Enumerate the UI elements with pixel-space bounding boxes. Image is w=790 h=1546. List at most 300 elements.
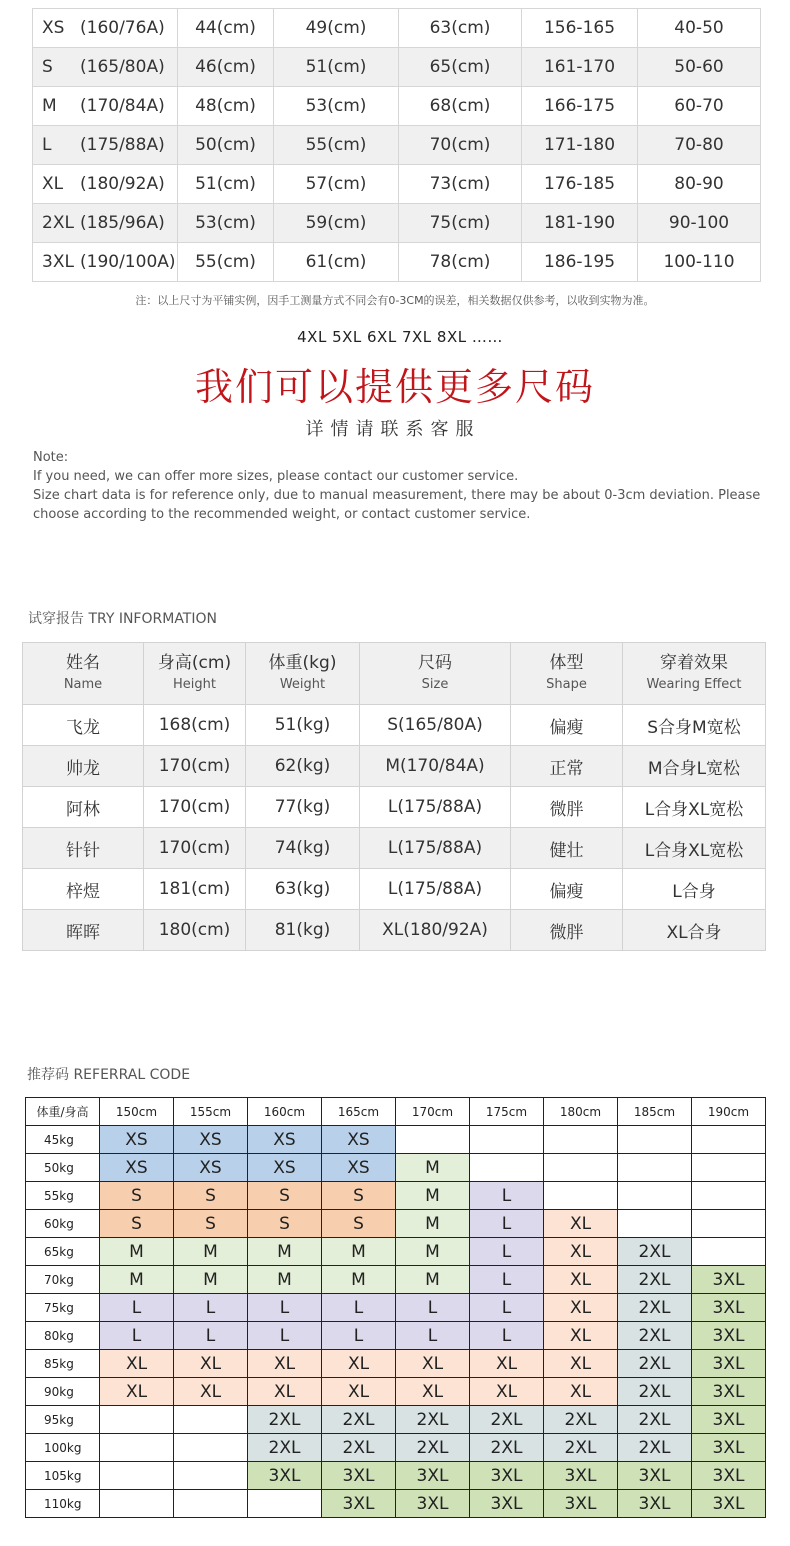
referral-size-cell — [100, 1406, 174, 1434]
referral-size-cell: S — [100, 1210, 174, 1238]
referral-weight-label: 50kg — [26, 1154, 100, 1182]
referral-corner-label: 体重/身高 — [26, 1098, 100, 1126]
try-header-cell — [144, 643, 246, 705]
size-name-cell — [33, 204, 178, 243]
try-cell: 63(kg) — [246, 869, 360, 910]
size-cell-height: 161-170 — [522, 48, 638, 87]
referral-size-cell — [174, 1490, 248, 1518]
referral-size-cell — [692, 1126, 766, 1154]
referral-size-cell: XL — [248, 1350, 322, 1378]
try-row — [23, 869, 766, 910]
try-cell: 62(kg) — [246, 746, 360, 787]
referral-size-cell: M — [396, 1238, 470, 1266]
referral-size-cell — [100, 1434, 174, 1462]
size-cell-c1: 53(cm) — [178, 204, 274, 243]
size-cell-weight: 70-80 — [638, 126, 761, 165]
size-cell-height: 186-195 — [522, 243, 638, 282]
size-cell-c1: 51(cm) — [178, 165, 274, 204]
referral-size-cell: S — [322, 1182, 396, 1210]
referral-size-cell: 2XL — [470, 1406, 544, 1434]
referral-size-cell: 2XL — [470, 1434, 544, 1462]
referral-size-cell: L — [248, 1322, 322, 1350]
referral-height-header: 160cm — [248, 1098, 322, 1126]
referral-height-header: 190cm — [692, 1098, 766, 1126]
referral-size-cell — [544, 1154, 618, 1182]
referral-size-cell — [692, 1238, 766, 1266]
referral-row — [26, 1434, 766, 1462]
referral-height-header: 165cm — [322, 1098, 396, 1126]
more-sizes-list: 4XL 5XL 6XL 7XL 8XL …… — [297, 328, 503, 346]
size-code: 2XL — [42, 213, 74, 233]
size-cell-weight: 50-60 — [638, 48, 761, 87]
size-cell-c2: 55(cm) — [274, 126, 399, 165]
referral-size-cell: XL — [470, 1350, 544, 1378]
try-row — [23, 746, 766, 787]
referral-code-title: 推荐码 REFERRAL CODE — [27, 1067, 191, 1083]
referral-size-cell: M — [174, 1266, 248, 1294]
referral-size-cell: S — [248, 1182, 322, 1210]
try-cell: L(175/88A) — [360, 828, 511, 869]
try-header-en: Height — [173, 676, 216, 692]
referral-size-cell: L — [322, 1294, 396, 1322]
referral-size-cell: XS — [100, 1126, 174, 1154]
english-note-line: If you need, we can offer more sizes, please contact our customer service. — [33, 469, 519, 484]
size-cell-c3: 73(cm) — [399, 165, 522, 204]
size-cell-c1: 48(cm) — [178, 87, 274, 126]
referral-size-cell: XS — [322, 1154, 396, 1182]
try-row — [23, 705, 766, 746]
referral-row — [26, 1126, 766, 1154]
referral-size-cell: 2XL — [618, 1378, 692, 1406]
try-cell: 针针 — [23, 828, 144, 869]
try-information-title: 试穿报告 TRY INFORMATION — [28, 611, 217, 627]
referral-size-cell: 2XL — [322, 1406, 396, 1434]
size-row — [33, 165, 761, 204]
referral-row — [26, 1182, 766, 1210]
try-cell: L合身XL宽松 — [623, 787, 766, 828]
referral-size-cell: L — [470, 1210, 544, 1238]
referral-size-cell: L — [248, 1294, 322, 1322]
try-information-table — [22, 642, 766, 951]
try-cell: S(165/80A) — [360, 705, 511, 746]
size-cell-c3: 65(cm) — [399, 48, 522, 87]
try-cell: 77(kg) — [246, 787, 360, 828]
referral-size-cell: 2XL — [618, 1434, 692, 1462]
referral-size-cell: S — [174, 1210, 248, 1238]
try-cell: 晖晖 — [23, 910, 144, 951]
more-sizes-headline: 我们可以提供更多尺码 — [194, 365, 595, 409]
referral-size-cell: 2XL — [618, 1266, 692, 1294]
try-cell: L(175/88A) — [360, 869, 511, 910]
english-note — [33, 448, 763, 524]
referral-size-cell: 2XL — [544, 1406, 618, 1434]
size-cell-c3: 63(cm) — [399, 9, 522, 48]
referral-size-cell: 2XL — [618, 1238, 692, 1266]
referral-height-header: 185cm — [618, 1098, 692, 1126]
referral-size-cell: M — [322, 1238, 396, 1266]
referral-size-cell: 3XL — [544, 1462, 618, 1490]
referral-row — [26, 1322, 766, 1350]
referral-size-cell: XL — [100, 1350, 174, 1378]
referral-height-header: 180cm — [544, 1098, 618, 1126]
try-cell: 180(cm) — [144, 910, 246, 951]
size-row — [33, 9, 761, 48]
referral-size-cell — [692, 1182, 766, 1210]
size-spec: (185/96A) — [80, 213, 165, 233]
referral-size-cell: 3XL — [692, 1462, 766, 1490]
referral-size-cell: 3XL — [322, 1462, 396, 1490]
try-cell: 微胖 — [511, 787, 623, 828]
referral-weight-label: 85kg — [26, 1350, 100, 1378]
referral-size-cell: 2XL — [396, 1434, 470, 1462]
size-cell-c3: 78(cm) — [399, 243, 522, 282]
try-header-en: Wearing Effect — [646, 676, 742, 692]
referral-weight-label: 65kg — [26, 1238, 100, 1266]
referral-size-cell — [692, 1154, 766, 1182]
size-code: XS — [42, 18, 65, 38]
referral-size-cell — [100, 1462, 174, 1490]
referral-size-cell: M — [100, 1266, 174, 1294]
referral-row — [26, 1350, 766, 1378]
referral-size-cell — [544, 1126, 618, 1154]
try-cell: 168(cm) — [144, 705, 246, 746]
size-row — [33, 48, 761, 87]
referral-size-cell: XL — [544, 1350, 618, 1378]
try-cell: XL(180/92A) — [360, 910, 511, 951]
try-cell: L合身XL宽松 — [623, 828, 766, 869]
try-cell: 181(cm) — [144, 869, 246, 910]
referral-size-cell: XL — [544, 1294, 618, 1322]
referral-size-cell: 3XL — [692, 1266, 766, 1294]
size-chart-table — [32, 8, 761, 282]
size-cell-c3: 75(cm) — [399, 204, 522, 243]
referral-size-cell: 3XL — [248, 1462, 322, 1490]
try-cell: 51(kg) — [246, 705, 360, 746]
contact-service-text: 详情请联系客服 — [305, 419, 481, 440]
referral-weight-label: 70kg — [26, 1266, 100, 1294]
referral-size-cell: XS — [174, 1154, 248, 1182]
referral-size-cell: M — [396, 1210, 470, 1238]
referral-row — [26, 1266, 766, 1294]
referral-size-cell — [618, 1182, 692, 1210]
referral-size-cell: S — [100, 1182, 174, 1210]
try-cell: XL合身 — [623, 910, 766, 951]
try-cell: 74(kg) — [246, 828, 360, 869]
size-name-cell — [33, 48, 178, 87]
size-name-cell — [33, 9, 178, 48]
referral-size-cell: 3XL — [544, 1490, 618, 1518]
try-header-en: Size — [421, 676, 449, 692]
try-cell: S合身M宽松 — [623, 705, 766, 746]
referral-size-cell: 2XL — [618, 1406, 692, 1434]
referral-size-cell: 2XL — [618, 1322, 692, 1350]
try-header-cn: 体重(kg) — [268, 652, 337, 673]
size-cell-weight: 90-100 — [638, 204, 761, 243]
referral-size-cell — [174, 1434, 248, 1462]
referral-size-cell: L — [470, 1182, 544, 1210]
referral-size-cell: 3XL — [396, 1490, 470, 1518]
size-code: M — [42, 96, 57, 116]
referral-size-cell: 3XL — [396, 1462, 470, 1490]
referral-size-cell: XS — [248, 1126, 322, 1154]
size-name-cell — [33, 165, 178, 204]
try-header-cell — [511, 643, 623, 705]
size-code: XL — [42, 174, 64, 194]
try-row — [23, 787, 766, 828]
try-header-en: Weight — [279, 676, 326, 692]
referral-size-cell: XL — [322, 1350, 396, 1378]
size-row — [33, 204, 761, 243]
try-header-cell — [246, 643, 360, 705]
referral-row — [26, 1154, 766, 1182]
try-header-cn: 穿着效果 — [660, 652, 728, 673]
try-row — [23, 828, 766, 869]
try-header-en: Shape — [546, 676, 587, 692]
size-cell-c1: 44(cm) — [178, 9, 274, 48]
referral-height-header: 170cm — [396, 1098, 470, 1126]
try-cell: 170(cm) — [144, 746, 246, 787]
referral-size-cell: M — [322, 1266, 396, 1294]
try-header-cell — [23, 643, 144, 705]
referral-size-cell: L — [396, 1322, 470, 1350]
size-spec: (165/80A) — [80, 57, 165, 77]
referral-size-cell: M — [174, 1238, 248, 1266]
try-cell: 偏瘦 — [511, 705, 623, 746]
referral-height-header: 155cm — [174, 1098, 248, 1126]
try-header-cn: 尺码 — [418, 652, 452, 673]
size-cell-weight: 100-110 — [638, 243, 761, 282]
referral-size-cell: 2XL — [248, 1434, 322, 1462]
referral-size-cell: 3XL — [618, 1490, 692, 1518]
referral-size-cell: L — [100, 1294, 174, 1322]
try-cell: 170(cm) — [144, 828, 246, 869]
size-row — [33, 87, 761, 126]
referral-size-cell: 2XL — [322, 1434, 396, 1462]
referral-height-header: 175cm — [470, 1098, 544, 1126]
size-cell-height: 181-190 — [522, 204, 638, 243]
referral-size-cell: XL — [396, 1378, 470, 1406]
referral-size-cell — [618, 1126, 692, 1154]
referral-size-cell: S — [248, 1210, 322, 1238]
referral-size-cell: XL — [100, 1378, 174, 1406]
size-name-cell — [33, 126, 178, 165]
referral-size-cell: XL — [544, 1378, 618, 1406]
size-spec: (180/92A) — [80, 174, 165, 194]
referral-size-cell — [396, 1126, 470, 1154]
referral-size-cell — [174, 1406, 248, 1434]
referral-size-cell: XS — [248, 1154, 322, 1182]
referral-size-cell: L — [174, 1294, 248, 1322]
size-cell-c1: 46(cm) — [178, 48, 274, 87]
try-cell: L合身 — [623, 869, 766, 910]
referral-weight-label: 105kg — [26, 1462, 100, 1490]
try-cell: 阿林 — [23, 787, 144, 828]
referral-weight-label: 45kg — [26, 1126, 100, 1154]
size-cell-weight: 60-70 — [638, 87, 761, 126]
try-cell: 飞龙 — [23, 705, 144, 746]
size-cell-c2: 61(cm) — [274, 243, 399, 282]
size-name-cell — [33, 87, 178, 126]
try-cell: 偏瘦 — [511, 869, 623, 910]
size-cell-c2: 57(cm) — [274, 165, 399, 204]
try-cell: M合身L宽松 — [623, 746, 766, 787]
size-cell-weight: 80-90 — [638, 165, 761, 204]
referral-size-cell: XL — [544, 1238, 618, 1266]
referral-size-cell: S — [174, 1182, 248, 1210]
referral-size-cell: 2XL — [618, 1350, 692, 1378]
referral-size-cell: XL — [396, 1350, 470, 1378]
referral-size-cell — [618, 1154, 692, 1182]
size-cell-c2: 53(cm) — [274, 87, 399, 126]
try-cell: 81(kg) — [246, 910, 360, 951]
try-header-en: Name — [63, 676, 103, 692]
referral-size-cell: XL — [470, 1378, 544, 1406]
referral-size-cell: 3XL — [692, 1322, 766, 1350]
referral-size-cell: 3XL — [692, 1350, 766, 1378]
referral-size-cell — [544, 1182, 618, 1210]
size-cell-c1: 55(cm) — [178, 243, 274, 282]
try-header-cn: 姓名 — [66, 652, 100, 673]
referral-size-cell: 3XL — [322, 1490, 396, 1518]
referral-weight-label: 110kg — [26, 1490, 100, 1518]
referral-size-cell: 3XL — [692, 1294, 766, 1322]
size-spec: (190/100A) — [80, 252, 176, 272]
referral-size-cell: L — [396, 1294, 470, 1322]
referral-size-cell: XL — [174, 1378, 248, 1406]
referral-row — [26, 1238, 766, 1266]
size-cell-c2: 51(cm) — [274, 48, 399, 87]
referral-size-cell: XL — [322, 1378, 396, 1406]
try-header-cell — [623, 643, 766, 705]
size-spec: (160/76A) — [80, 18, 165, 38]
english-note-line: Size chart data is for reference only, due to manual measurement, there may be about 0-3cm deviation. Please choose according to the recommended weight, or contact customer service. — [33, 488, 761, 522]
referral-size-cell: L — [174, 1322, 248, 1350]
size-cell-height: 166-175 — [522, 87, 638, 126]
referral-size-cell: 3XL — [470, 1490, 544, 1518]
size-cell-c3: 68(cm) — [399, 87, 522, 126]
size-cell-height: 171-180 — [522, 126, 638, 165]
referral-weight-label: 55kg — [26, 1182, 100, 1210]
try-cell: 170(cm) — [144, 787, 246, 828]
try-header-cell — [360, 643, 511, 705]
try-row — [23, 910, 766, 951]
referral-weight-label: 60kg — [26, 1210, 100, 1238]
referral-row — [26, 1462, 766, 1490]
referral-weight-label: 90kg — [26, 1378, 100, 1406]
referral-size-cell: L — [470, 1238, 544, 1266]
referral-size-cell: L — [470, 1294, 544, 1322]
try-cell: 帅龙 — [23, 746, 144, 787]
referral-size-cell: S — [322, 1210, 396, 1238]
referral-weight-label: 100kg — [26, 1434, 100, 1462]
referral-row — [26, 1378, 766, 1406]
referral-size-cell: L — [100, 1322, 174, 1350]
try-cell: 健壮 — [511, 828, 623, 869]
size-code: L — [42, 135, 52, 155]
referral-size-cell — [470, 1154, 544, 1182]
size-cell-height: 176-185 — [522, 165, 638, 204]
referral-size-cell: L — [322, 1322, 396, 1350]
referral-size-cell — [174, 1462, 248, 1490]
size-spec: (170/84A) — [80, 96, 165, 116]
referral-size-cell: 3XL — [692, 1434, 766, 1462]
referral-size-cell: 2XL — [396, 1406, 470, 1434]
referral-size-cell — [618, 1210, 692, 1238]
referral-row — [26, 1406, 766, 1434]
referral-size-cell: 3XL — [692, 1378, 766, 1406]
size-code: S — [42, 57, 53, 77]
referral-size-cell: 3XL — [470, 1462, 544, 1490]
size-cell-c2: 59(cm) — [274, 204, 399, 243]
referral-size-cell: L — [470, 1322, 544, 1350]
size-cell-weight: 40-50 — [638, 9, 761, 48]
referral-size-cell: XL — [544, 1322, 618, 1350]
referral-size-cell: XL — [174, 1350, 248, 1378]
referral-weight-label: 95kg — [26, 1406, 100, 1434]
referral-weight-label: 75kg — [26, 1294, 100, 1322]
referral-size-cell: 3XL — [692, 1406, 766, 1434]
size-row — [33, 243, 761, 282]
referral-size-cell — [692, 1210, 766, 1238]
size-code: 3XL — [42, 252, 74, 272]
referral-size-cell — [100, 1490, 174, 1518]
referral-height-header: 150cm — [100, 1098, 174, 1126]
referral-size-cell: L — [470, 1266, 544, 1294]
size-cell-c1: 50(cm) — [178, 126, 274, 165]
referral-size-cell: M — [248, 1238, 322, 1266]
size-cell-c2: 49(cm) — [274, 9, 399, 48]
referral-size-cell: XL — [544, 1266, 618, 1294]
english-note-line: Note: — [33, 450, 69, 465]
size-row — [33, 126, 761, 165]
referral-size-cell: XL — [248, 1378, 322, 1406]
size-name-cell — [33, 243, 178, 282]
referral-size-cell: M — [248, 1266, 322, 1294]
try-header-cn: 身高(cm) — [157, 652, 232, 673]
referral-weight-label: 80kg — [26, 1322, 100, 1350]
size-cell-height: 156-165 — [522, 9, 638, 48]
referral-size-cell — [470, 1126, 544, 1154]
try-cell: L(175/88A) — [360, 787, 511, 828]
referral-size-cell: M — [396, 1182, 470, 1210]
referral-row — [26, 1490, 766, 1518]
try-cell: 微胖 — [511, 910, 623, 951]
referral-size-cell: XL — [544, 1210, 618, 1238]
referral-size-cell: 3XL — [692, 1490, 766, 1518]
referral-size-cell: XS — [174, 1126, 248, 1154]
size-cell-c3: 70(cm) — [399, 126, 522, 165]
referral-size-cell — [248, 1490, 322, 1518]
referral-size-cell: 2XL — [618, 1294, 692, 1322]
referral-size-cell: 3XL — [618, 1462, 692, 1490]
size-spec: (175/88A) — [80, 135, 165, 155]
referral-code-table — [25, 1097, 766, 1518]
referral-size-cell: M — [100, 1238, 174, 1266]
referral-size-cell: M — [396, 1266, 470, 1294]
referral-row — [26, 1294, 766, 1322]
try-cell: 正常 — [511, 746, 623, 787]
referral-size-cell: XS — [100, 1154, 174, 1182]
referral-size-cell: XS — [322, 1126, 396, 1154]
referral-size-cell: M — [396, 1154, 470, 1182]
referral-size-cell: 2XL — [248, 1406, 322, 1434]
try-header-cn: 体型 — [549, 652, 584, 673]
referral-row — [26, 1210, 766, 1238]
referral-size-cell: 2XL — [544, 1434, 618, 1462]
try-cell: M(170/84A) — [360, 746, 511, 787]
try-cell: 梓煜 — [23, 869, 144, 910]
chinese-measurement-note: 注：以上尺寸为平铺实例，因手工测量方式不同会有0-3CM的误差，相关数据仅供参考，以收到实物为准。 — [135, 294, 655, 307]
